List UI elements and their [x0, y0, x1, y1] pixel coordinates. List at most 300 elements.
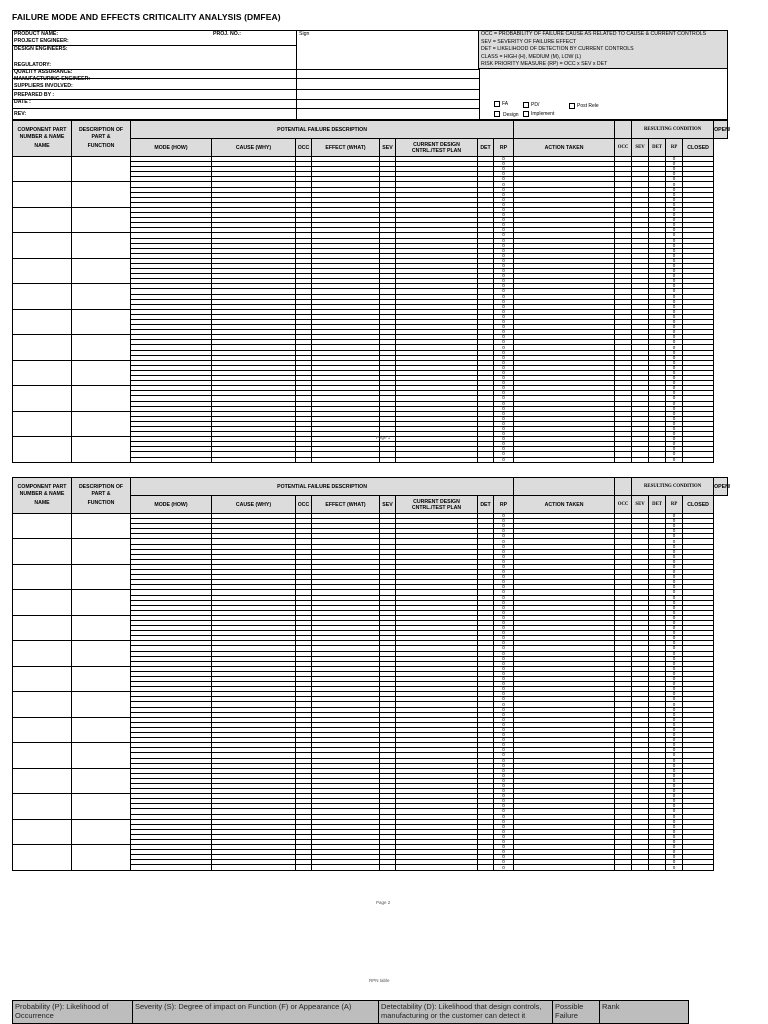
result-rp-value-cell[interactable]: 0 [666, 661, 683, 666]
result-rp-value-cell[interactable]: 0 [666, 370, 683, 375]
rp-value-cell[interactable]: 0 [494, 717, 514, 722]
result-rp-value-cell[interactable]: 0 [666, 442, 683, 447]
table-cell[interactable] [312, 865, 380, 870]
result-rp-value-cell[interactable]: 0 [666, 671, 683, 676]
rp-value-cell[interactable]: 0 [494, 773, 514, 778]
result-rp-value-cell[interactable]: 0 [666, 299, 683, 304]
rp-value-cell[interactable]: 0 [494, 646, 514, 651]
rp-value-cell[interactable]: 0 [494, 202, 514, 207]
table-cell[interactable] [615, 457, 632, 462]
rp-value-cell[interactable]: 0 [494, 381, 514, 386]
result-rp-value-cell[interactable]: 0 [666, 692, 683, 697]
rp-value-cell[interactable]: 0 [494, 335, 514, 340]
rp-value-cell[interactable]: 0 [494, 799, 514, 804]
rp-value-cell[interactable]: 0 [494, 360, 514, 365]
result-rp-value-cell[interactable]: 0 [666, 840, 683, 845]
rp-value-cell[interactable]: 0 [494, 182, 514, 187]
description-cell[interactable] [72, 666, 131, 691]
result-rp-value-cell[interactable]: 0 [666, 411, 683, 416]
rp-value-cell[interactable]: 0 [494, 620, 514, 625]
rp-value-cell[interactable]: 0 [494, 519, 514, 524]
component-cell[interactable] [13, 335, 72, 360]
rp-value-cell[interactable]: 0 [494, 187, 514, 192]
rp-value-cell[interactable]: 0 [494, 743, 514, 748]
rp-value-cell[interactable]: 0 [494, 763, 514, 768]
result-rp-value-cell[interactable]: 0 [666, 192, 683, 197]
rp-value-cell[interactable]: 0 [494, 437, 514, 442]
result-rp-value-cell[interactable]: 0 [666, 426, 683, 431]
rp-value-cell[interactable]: 0 [494, 238, 514, 243]
rp-value-cell[interactable]: 0 [494, 345, 514, 350]
rp-value-cell[interactable]: 0 [494, 809, 514, 814]
result-rp-value-cell[interactable]: 0 [666, 182, 683, 187]
table-cell[interactable] [478, 457, 494, 462]
rp-value-cell[interactable]: 0 [494, 819, 514, 824]
table-cell[interactable] [478, 865, 494, 870]
description-cell[interactable] [72, 615, 131, 640]
rp-value-cell[interactable]: 0 [494, 279, 514, 284]
rp-value-cell[interactable]: 0 [494, 656, 514, 661]
rp-value-cell[interactable]: 0 [494, 554, 514, 559]
rp-value-cell[interactable]: 0 [494, 682, 514, 687]
table-cell[interactable] [212, 457, 296, 462]
result-rp-value-cell[interactable]: 0 [666, 666, 683, 671]
result-rp-value-cell[interactable]: 0 [666, 626, 683, 631]
result-rp-value-cell[interactable]: 0 [666, 636, 683, 641]
rp-value-cell[interactable]: 0 [494, 309, 514, 314]
result-rp-value-cell[interactable]: 0 [666, 610, 683, 615]
result-rp-value-cell[interactable]: 0 [666, 269, 683, 274]
description-cell[interactable] [72, 794, 131, 819]
description-cell[interactable] [72, 590, 131, 615]
result-rp-value-cell[interactable]: 0 [666, 529, 683, 534]
component-cell[interactable] [13, 437, 72, 462]
rp-value-cell[interactable]: 0 [494, 213, 514, 218]
result-rp-value-cell[interactable]: 0 [666, 641, 683, 646]
result-rp-value-cell[interactable]: 0 [666, 309, 683, 314]
result-rp-value-cell[interactable]: 0 [666, 539, 683, 544]
rp-value-cell[interactable]: 0 [494, 284, 514, 289]
rp-value-cell[interactable]: 0 [494, 615, 514, 620]
rp-value-cell[interactable]: 0 [494, 218, 514, 223]
rp-value-cell[interactable]: 0 [494, 768, 514, 773]
description-cell[interactable] [72, 514, 131, 539]
result-rp-value-cell[interactable]: 0 [666, 850, 683, 855]
result-rp-value-cell[interactable]: 0 [666, 401, 683, 406]
result-rp-value-cell[interactable]: 0 [666, 406, 683, 411]
description-cell[interactable] [72, 411, 131, 436]
rp-value-cell[interactable]: 0 [494, 376, 514, 381]
result-rp-value-cell[interactable]: 0 [666, 365, 683, 370]
rp-value-cell[interactable]: 0 [494, 457, 514, 462]
result-rp-value-cell[interactable]: 0 [666, 682, 683, 687]
rp-value-cell[interactable]: 0 [494, 314, 514, 319]
rp-value-cell[interactable]: 0 [494, 426, 514, 431]
result-rp-value-cell[interactable]: 0 [666, 396, 683, 401]
result-rp-value-cell[interactable]: 0 [666, 748, 683, 753]
rp-value-cell[interactable]: 0 [494, 274, 514, 279]
result-rp-value-cell[interactable]: 0 [666, 162, 683, 167]
result-rp-value-cell[interactable]: 0 [666, 743, 683, 748]
rp-value-cell[interactable]: 0 [494, 753, 514, 758]
result-rp-value-cell[interactable]: 0 [666, 258, 683, 263]
result-rp-value-cell[interactable]: 0 [666, 381, 683, 386]
result-rp-value-cell[interactable]: 0 [666, 534, 683, 539]
component-cell[interactable] [13, 641, 72, 666]
result-rp-value-cell[interactable]: 0 [666, 855, 683, 860]
rp-value-cell[interactable]: 0 [494, 325, 514, 330]
rp-value-cell[interactable]: 0 [494, 248, 514, 253]
rp-value-cell[interactable]: 0 [494, 442, 514, 447]
result-rp-value-cell[interactable]: 0 [666, 712, 683, 717]
table-cell[interactable] [212, 865, 296, 870]
result-rp-value-cell[interactable]: 0 [666, 651, 683, 656]
rp-value-cell[interactable]: 0 [494, 712, 514, 717]
rp-value-cell[interactable]: 0 [494, 330, 514, 335]
rp-value-cell[interactable]: 0 [494, 575, 514, 580]
description-cell[interactable] [72, 360, 131, 385]
component-cell[interactable] [13, 539, 72, 564]
result-rp-value-cell[interactable]: 0 [666, 350, 683, 355]
rp-value-cell[interactable]: 0 [494, 661, 514, 666]
rp-value-cell[interactable]: 0 [494, 529, 514, 534]
rp-value-cell[interactable]: 0 [494, 320, 514, 325]
rp-value-cell[interactable]: 0 [494, 304, 514, 309]
pd-checkbox[interactable] [523, 102, 529, 108]
description-cell[interactable] [72, 284, 131, 309]
result-rp-value-cell[interactable]: 0 [666, 631, 683, 636]
table-cell[interactable] [632, 457, 649, 462]
result-rp-value-cell[interactable]: 0 [666, 605, 683, 610]
rp-value-cell[interactable]: 0 [494, 263, 514, 268]
table-cell[interactable] [514, 457, 615, 462]
rp-value-cell[interactable]: 0 [494, 824, 514, 829]
rp-value-cell[interactable]: 0 [494, 539, 514, 544]
rp-value-cell[interactable]: 0 [494, 783, 514, 788]
result-rp-value-cell[interactable]: 0 [666, 575, 683, 580]
rp-value-cell[interactable]: 0 [494, 207, 514, 212]
result-rp-value-cell[interactable]: 0 [666, 452, 683, 457]
result-rp-value-cell[interactable]: 0 [666, 702, 683, 707]
design-checkbox[interactable] [494, 111, 500, 117]
rp-value-cell[interactable]: 0 [494, 631, 514, 636]
rp-value-cell[interactable]: 0 [494, 289, 514, 294]
rp-value-cell[interactable]: 0 [494, 865, 514, 870]
component-cell[interactable] [13, 768, 72, 793]
description-cell[interactable] [72, 564, 131, 589]
result-rp-value-cell[interactable]: 0 [666, 778, 683, 783]
result-rp-value-cell[interactable]: 0 [666, 768, 683, 773]
rp-value-cell[interactable]: 0 [494, 365, 514, 370]
rp-value-cell[interactable]: 0 [494, 549, 514, 554]
rp-value-cell[interactable]: 0 [494, 794, 514, 799]
result-rp-value-cell[interactable]: 0 [666, 376, 683, 381]
result-rp-value-cell[interactable]: 0 [666, 314, 683, 319]
rp-value-cell[interactable]: 0 [494, 228, 514, 233]
result-rp-value-cell[interactable]: 0 [666, 233, 683, 238]
table-cell[interactable] [131, 457, 212, 462]
description-cell[interactable] [72, 539, 131, 564]
result-rp-value-cell[interactable]: 0 [666, 524, 683, 529]
rp-value-cell[interactable]: 0 [494, 860, 514, 865]
table-cell[interactable] [296, 457, 312, 462]
implement-checkbox[interactable] [523, 111, 529, 117]
result-rp-value-cell[interactable]: 0 [666, 834, 683, 839]
result-rp-value-cell[interactable]: 0 [666, 804, 683, 809]
table-cell[interactable] [396, 865, 478, 870]
result-rp-value-cell[interactable]: 0 [666, 284, 683, 289]
rp-value-cell[interactable]: 0 [494, 370, 514, 375]
result-rp-value-cell[interactable]: 0 [666, 860, 683, 865]
result-rp-value-cell[interactable]: 0 [666, 345, 683, 350]
table-cell[interactable] [296, 865, 312, 870]
description-cell[interactable] [72, 768, 131, 793]
result-rp-value-cell[interactable]: 0 [666, 773, 683, 778]
rp-value-cell[interactable]: 0 [494, 666, 514, 671]
result-rp-value-cell[interactable]: 0 [666, 656, 683, 661]
component-cell[interactable] [13, 182, 72, 207]
rp-value-cell[interactable]: 0 [494, 564, 514, 569]
description-cell[interactable] [72, 207, 131, 232]
component-cell[interactable] [13, 258, 72, 283]
result-rp-value-cell[interactable]: 0 [666, 733, 683, 738]
rp-value-cell[interactable]: 0 [494, 396, 514, 401]
fa-checkbox[interactable] [494, 101, 500, 107]
rp-value-cell[interactable]: 0 [494, 722, 514, 727]
result-rp-value-cell[interactable]: 0 [666, 218, 683, 223]
result-rp-value-cell[interactable]: 0 [666, 519, 683, 524]
rp-value-cell[interactable]: 0 [494, 748, 514, 753]
result-rp-value-cell[interactable]: 0 [666, 738, 683, 743]
rp-value-cell[interactable]: 0 [494, 600, 514, 605]
result-rp-value-cell[interactable]: 0 [666, 697, 683, 702]
rp-value-cell[interactable]: 0 [494, 253, 514, 258]
rp-value-cell[interactable]: 0 [494, 804, 514, 809]
table-cell[interactable] [380, 457, 396, 462]
post-release-checkbox[interactable] [569, 103, 575, 109]
result-rp-value-cell[interactable]: 0 [666, 172, 683, 177]
component-cell[interactable] [13, 692, 72, 717]
result-rp-value-cell[interactable]: 0 [666, 274, 683, 279]
rp-value-cell[interactable]: 0 [494, 585, 514, 590]
result-rp-value-cell[interactable]: 0 [666, 432, 683, 437]
component-cell[interactable] [13, 819, 72, 844]
description-cell[interactable] [72, 743, 131, 768]
result-rp-value-cell[interactable]: 0 [666, 157, 683, 162]
component-cell[interactable] [13, 717, 72, 742]
result-rp-value-cell[interactable]: 0 [666, 325, 683, 330]
rp-value-cell[interactable]: 0 [494, 447, 514, 452]
description-cell[interactable] [72, 437, 131, 462]
result-rp-value-cell[interactable]: 0 [666, 717, 683, 722]
result-rp-value-cell[interactable]: 0 [666, 330, 683, 335]
result-rp-value-cell[interactable]: 0 [666, 580, 683, 585]
rp-value-cell[interactable]: 0 [494, 855, 514, 860]
rp-value-cell[interactable]: 0 [494, 350, 514, 355]
description-cell[interactable] [72, 717, 131, 742]
result-rp-value-cell[interactable]: 0 [666, 585, 683, 590]
rp-value-cell[interactable]: 0 [494, 157, 514, 162]
rp-value-cell[interactable]: 0 [494, 626, 514, 631]
rp-value-cell[interactable]: 0 [494, 233, 514, 238]
result-rp-value-cell[interactable]: 0 [666, 355, 683, 360]
result-rp-value-cell[interactable]: 0 [666, 514, 683, 519]
rp-value-cell[interactable]: 0 [494, 671, 514, 676]
table-cell[interactable] [380, 865, 396, 870]
description-cell[interactable] [72, 692, 131, 717]
rp-value-cell[interactable]: 0 [494, 192, 514, 197]
result-rp-value-cell[interactable]: 0 [666, 829, 683, 834]
description-cell[interactable] [72, 819, 131, 844]
description-cell[interactable] [72, 233, 131, 258]
result-rp-value-cell[interactable]: 0 [666, 794, 683, 799]
rp-value-cell[interactable]: 0 [494, 524, 514, 529]
component-cell[interactable] [13, 411, 72, 436]
rp-value-cell[interactable]: 0 [494, 514, 514, 519]
rp-value-cell[interactable]: 0 [494, 677, 514, 682]
rp-value-cell[interactable]: 0 [494, 738, 514, 743]
rp-value-cell[interactable]: 0 [494, 167, 514, 172]
result-rp-value-cell[interactable]: 0 [666, 304, 683, 309]
rp-value-cell[interactable]: 0 [494, 197, 514, 202]
table-cell[interactable] [632, 865, 649, 870]
result-rp-value-cell[interactable]: 0 [666, 238, 683, 243]
result-rp-value-cell[interactable]: 0 [666, 457, 683, 462]
description-cell[interactable] [72, 845, 131, 870]
result-rp-value-cell[interactable]: 0 [666, 416, 683, 421]
result-rp-value-cell[interactable]: 0 [666, 223, 683, 228]
rp-value-cell[interactable]: 0 [494, 610, 514, 615]
result-rp-value-cell[interactable]: 0 [666, 753, 683, 758]
rp-value-cell[interactable]: 0 [494, 258, 514, 263]
table-cell[interactable] [514, 865, 615, 870]
result-rp-value-cell[interactable]: 0 [666, 167, 683, 172]
result-rp-value-cell[interactable]: 0 [666, 570, 683, 575]
result-rp-value-cell[interactable]: 0 [666, 824, 683, 829]
rp-value-cell[interactable]: 0 [494, 834, 514, 839]
table-cell[interactable] [683, 865, 714, 870]
result-rp-value-cell[interactable]: 0 [666, 758, 683, 763]
result-rp-value-cell[interactable]: 0 [666, 391, 683, 396]
table-cell[interactable] [649, 457, 666, 462]
result-rp-value-cell[interactable]: 0 [666, 559, 683, 564]
rp-value-cell[interactable]: 0 [494, 177, 514, 182]
result-rp-value-cell[interactable]: 0 [666, 340, 683, 345]
rp-value-cell[interactable]: 0 [494, 544, 514, 549]
rp-value-cell[interactable]: 0 [494, 432, 514, 437]
result-rp-value-cell[interactable]: 0 [666, 243, 683, 248]
result-rp-value-cell[interactable]: 0 [666, 799, 683, 804]
result-rp-value-cell[interactable]: 0 [666, 207, 683, 212]
result-rp-value-cell[interactable]: 0 [666, 263, 683, 268]
rp-value-cell[interactable]: 0 [494, 580, 514, 585]
rp-value-cell[interactable]: 0 [494, 595, 514, 600]
component-cell[interactable] [13, 360, 72, 385]
rp-value-cell[interactable]: 0 [494, 707, 514, 712]
result-rp-value-cell[interactable]: 0 [666, 187, 683, 192]
description-cell[interactable] [72, 386, 131, 411]
result-rp-value-cell[interactable]: 0 [666, 687, 683, 692]
rp-value-cell[interactable]: 0 [494, 850, 514, 855]
component-cell[interactable] [13, 845, 72, 870]
result-rp-value-cell[interactable]: 0 [666, 289, 683, 294]
result-rp-value-cell[interactable]: 0 [666, 202, 683, 207]
rp-value-cell[interactable]: 0 [494, 269, 514, 274]
table-cell[interactable] [312, 457, 380, 462]
rp-value-cell[interactable]: 0 [494, 411, 514, 416]
component-cell[interactable] [13, 157, 72, 182]
table-cell[interactable] [615, 865, 632, 870]
rp-value-cell[interactable]: 0 [494, 590, 514, 595]
rp-value-cell[interactable]: 0 [494, 758, 514, 763]
component-cell[interactable] [13, 615, 72, 640]
rp-value-cell[interactable]: 0 [494, 559, 514, 564]
rp-value-cell[interactable]: 0 [494, 641, 514, 646]
result-rp-value-cell[interactable]: 0 [666, 809, 683, 814]
rp-value-cell[interactable]: 0 [494, 829, 514, 834]
result-rp-value-cell[interactable]: 0 [666, 590, 683, 595]
rp-value-cell[interactable]: 0 [494, 845, 514, 850]
result-rp-value-cell[interactable]: 0 [666, 177, 683, 182]
component-cell[interactable] [13, 794, 72, 819]
result-rp-value-cell[interactable]: 0 [666, 554, 683, 559]
description-cell[interactable] [72, 641, 131, 666]
result-rp-value-cell[interactable]: 0 [666, 544, 683, 549]
rp-value-cell[interactable]: 0 [494, 727, 514, 732]
rp-value-cell[interactable]: 0 [494, 391, 514, 396]
component-cell[interactable] [13, 514, 72, 539]
table-cell[interactable] [396, 457, 478, 462]
rp-value-cell[interactable]: 0 [494, 692, 514, 697]
rp-value-cell[interactable]: 0 [494, 651, 514, 656]
rp-value-cell[interactable]: 0 [494, 733, 514, 738]
rp-value-cell[interactable]: 0 [494, 814, 514, 819]
rp-value-cell[interactable]: 0 [494, 386, 514, 391]
component-cell[interactable] [13, 743, 72, 768]
result-rp-value-cell[interactable]: 0 [666, 600, 683, 605]
component-cell[interactable] [13, 284, 72, 309]
result-rp-value-cell[interactable]: 0 [666, 228, 683, 233]
rp-value-cell[interactable]: 0 [494, 355, 514, 360]
result-rp-value-cell[interactable]: 0 [666, 197, 683, 202]
rp-value-cell[interactable]: 0 [494, 570, 514, 575]
rp-value-cell[interactable]: 0 [494, 416, 514, 421]
component-cell[interactable] [13, 309, 72, 334]
rp-value-cell[interactable]: 0 [494, 789, 514, 794]
result-rp-value-cell[interactable]: 0 [666, 819, 683, 824]
result-rp-value-cell[interactable]: 0 [666, 865, 683, 870]
rp-value-cell[interactable]: 0 [494, 605, 514, 610]
result-rp-value-cell[interactable]: 0 [666, 447, 683, 452]
result-rp-value-cell[interactable]: 0 [666, 845, 683, 850]
result-rp-value-cell[interactable]: 0 [666, 213, 683, 218]
component-cell[interactable] [13, 386, 72, 411]
result-rp-value-cell[interactable]: 0 [666, 722, 683, 727]
rp-value-cell[interactable]: 0 [494, 687, 514, 692]
result-rp-value-cell[interactable]: 0 [666, 677, 683, 682]
result-rp-value-cell[interactable]: 0 [666, 360, 683, 365]
description-cell[interactable] [72, 335, 131, 360]
rp-value-cell[interactable]: 0 [494, 421, 514, 426]
description-cell[interactable] [72, 157, 131, 182]
component-cell[interactable] [13, 207, 72, 232]
description-cell[interactable] [72, 309, 131, 334]
result-rp-value-cell[interactable]: 0 [666, 549, 683, 554]
result-rp-value-cell[interactable]: 0 [666, 294, 683, 299]
component-cell[interactable] [13, 590, 72, 615]
result-rp-value-cell[interactable]: 0 [666, 421, 683, 426]
table-cell[interactable] [683, 457, 714, 462]
